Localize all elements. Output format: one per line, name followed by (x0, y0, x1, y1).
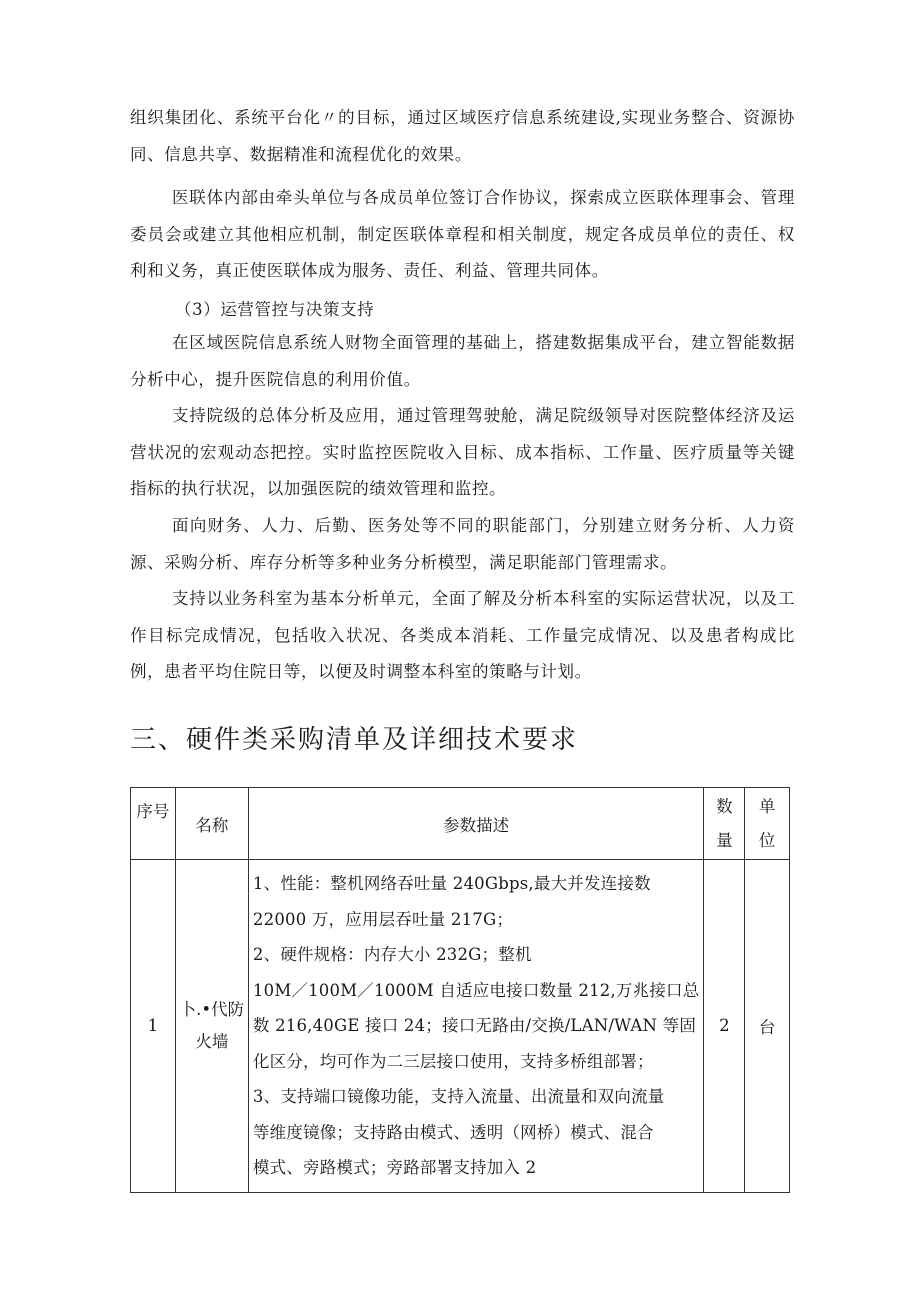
paragraph-5: 面向财务、人力、后勤、医务处等不同的职能部门，分别建立财务分析、人力资源、采购分析、库存分析等多种业务分析模型，满足职能部门管理需求。 (130, 516, 795, 572)
paragraph-3: 在区域医院信息系统人财物全面管理的基础上，搭建数据集成平台，建立智能数据分析中心，提升医院信息的利用价值。 (130, 333, 795, 389)
desc-line: 22000 万，应用层吞吐量 217G； (252, 909, 514, 929)
desc-line: 模式、旁路模式；旁路部署支持加入 2 (252, 1158, 537, 1177)
cell-qty: 2 (704, 860, 745, 1193)
header-unit (745, 788, 790, 860)
header-qty-2: 量 (716, 830, 733, 850)
procurement-table (130, 787, 790, 1193)
header-no: 序号 (131, 788, 176, 860)
cell-desc (248, 860, 704, 1193)
desc-line: 3、支持端口镜像功能，支持入流量、出流量和双向流量 (252, 1087, 665, 1106)
desc-line: 1、性能：整机网络吞吐量 240Gbps,最大并发连接数 (252, 874, 651, 893)
desc-line: 等维度镜像；支持路由模式、透明（网桥）模式、混合 (252, 1122, 654, 1142)
cell-name-line-2: 火墙 (195, 1031, 229, 1051)
section-heading: 三、硬件类采购清单及详细技术要求 (130, 725, 579, 755)
header-desc: 参数描述 (248, 788, 704, 860)
subheading-operations: （3）运营管控与决策支持 (175, 300, 375, 319)
paragraph-2: 医联体内部由牵头单位与各成员单位签订合作协议，探索成立医联体理事会、管理委员会或建立其他相应机制，制定医联体章程和相关制度，规定各成员单位的责任、权利和义务，真正使医联体成为服务、责任、利益、管理共同体。 (130, 188, 795, 281)
desc-line: 化区分，均可作为二三层接口使用，支持多桥组部署； (252, 1051, 654, 1071)
header-qty (704, 788, 745, 860)
table-row (131, 860, 790, 1193)
header-qty-1: 数 (716, 796, 733, 816)
header-name: 名称 (175, 788, 248, 860)
desc-line: 10M／100M／1000M 自适应电接口数量 212,万兆接口总 (252, 980, 700, 1000)
desc-line: 2、硬件规格：内存大小 232G；整机 (252, 945, 532, 964)
cell-no: 1 (131, 860, 176, 1193)
paragraph-1: 组织集团化、系统平台化〃的目标，通过区域医疗信息系统建设,实现业务整合、资源协同、信息共享、数据精准和流程优化的效果。 (130, 108, 795, 164)
header-unit-1: 单 (758, 796, 776, 816)
cell-name (175, 860, 248, 1193)
paragraph-4: 支持院级的总体分析及应用，通过管理驾驶舱，满足院级领导对医院整体经济及运营状况的宏观动态把控。实时监控医院收入目标、成本指标、工作量、医疗质量等关键指标的执行状况，以加强医院的绩效管理和监控。 (130, 406, 795, 499)
cell-unit: 台 (745, 860, 790, 1193)
paragraph-6: 支持以业务科室为基本分析单元，全面了解及分析本科室的实际运营状况，以及工作目标完成情况，包括收入状况、各类成本消耗、工作量完成情况、以及患者构成比例，患者平均住院日等，以便及时调整本科室的策略与计划。 (130, 589, 795, 682)
desc-line: 数 216,40GE 接口 24；接口无路由/交换/LAN/WAN 等固 (252, 1016, 697, 1035)
header-unit-2: 位 (758, 830, 776, 850)
cell-name-line-1: 卜.•代防 (179, 999, 245, 1019)
table-header-row (131, 788, 790, 860)
